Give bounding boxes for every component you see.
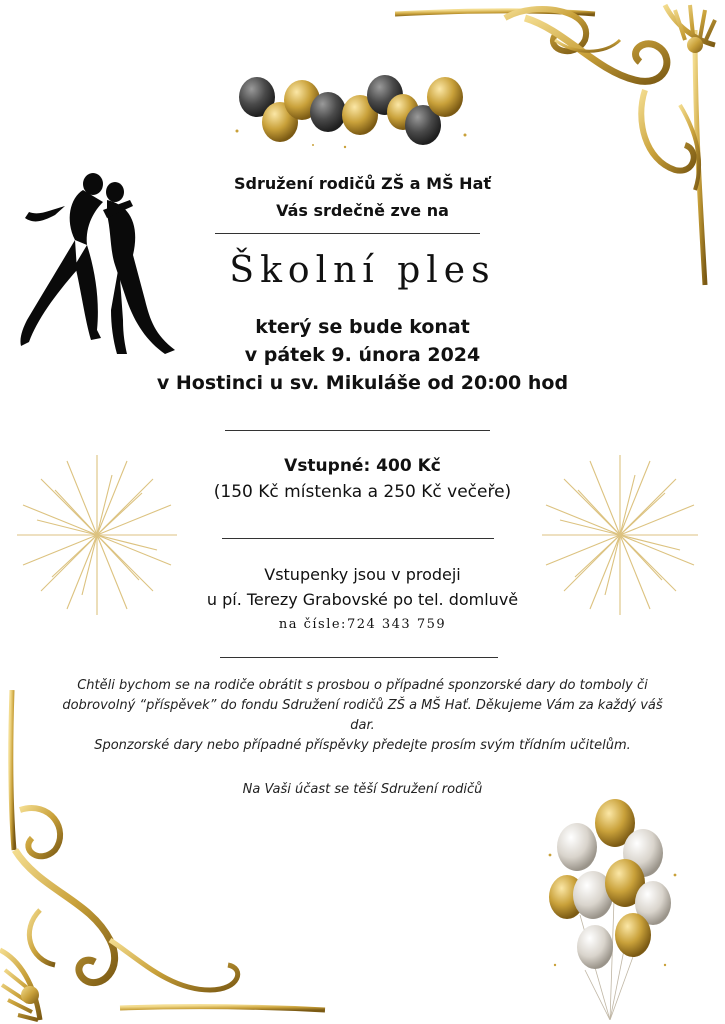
closing-line: Na Vaši účast se těší Sdružení rodičů	[242, 782, 483, 797]
gold-corner-top-right	[395, 0, 725, 290]
admission	[0, 453, 725, 505]
tickets-line-1: Vstupenky jsou v prodeji	[264, 565, 461, 584]
event-date: v pátek 9. února 2024	[244, 344, 481, 366]
tickets-phone: na čísle:724 343 759	[278, 617, 447, 632]
invite-line: Vás srdečně zve na	[276, 201, 449, 220]
organizer-name: Sdružení rodičů ZŠ a MŠ Hať	[233, 174, 492, 193]
divider-1	[215, 233, 480, 234]
tickets-line-2: u pí. Terezy Grabovské po tel. domluvě	[206, 590, 519, 609]
balloon-bouquet-bottom-right	[545, 795, 685, 1020]
divider-2	[225, 430, 490, 431]
ticket-info	[0, 562, 725, 637]
divider-3	[222, 538, 494, 539]
divider-4	[220, 657, 498, 658]
note-paragraph-2: Sponzorské dary nebo případné příspěvky předejte prosím svým třídním učitelům.	[94, 738, 631, 753]
event-line-1: který se bude konat	[255, 316, 470, 338]
event-venue: v Hostinci u sv. Mikuláše od 20:00 hod	[156, 372, 569, 394]
admission-price: Vstupné: 400 Kč	[284, 456, 441, 476]
invitation-header	[0, 170, 725, 224]
event-title: Školní ples	[229, 250, 496, 291]
admission-breakdown: (150 Kč místenka a 250 Kč večeře)	[213, 482, 512, 502]
sponsorship-note	[50, 676, 675, 756]
event-details	[0, 313, 725, 397]
note-paragraph-1: Chtěli bychom se na rodiče obrátit s prosbou o případné sponzorské dary do tomboly či dobrovolný “příspěvek” do fondu Sdružení rodičů ZŠ a MŠ Hať. Děkujeme Vám za každý váš dar.	[62, 678, 663, 733]
